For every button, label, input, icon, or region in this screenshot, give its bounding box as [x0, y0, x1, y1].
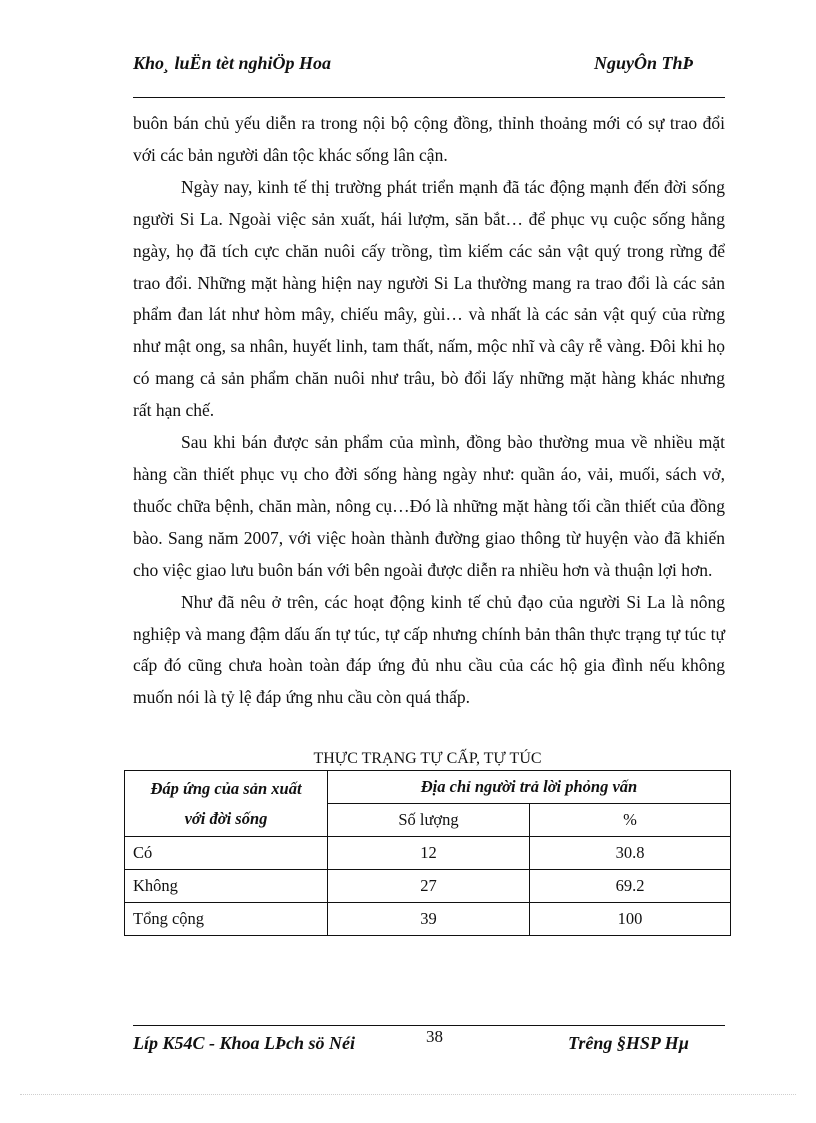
row-percent: 69.2: [530, 870, 731, 903]
paragraph: Sau khi bán được sản phẩm của mình, đồng bào thường mua về nhiều mặt hàng cần thiết phục vụ cho đời sống hàng ngày như: quần áo, vải, muối, sách vở, thuốc chữa bệnh, chăn màn, nông cụ…Đó là những mặt hàng tối cần thiết của đồng bào. Sang năm 2007, với việc hoàn thành đường giao thông từ huyện vào đã khiến cho việc giao lưu buôn bán với bên ngoài được diễn ra nhiều hơn và thuận lợi hơn.: [133, 432, 725, 580]
header-line: với đời sống: [184, 808, 268, 828]
header-document-title: Kho¸ luËn tèt nghiÖp Hoa: [133, 53, 332, 73]
row-label: Có: [125, 837, 328, 870]
header-author: NguyÔn ThÞ: [594, 53, 694, 73]
row-percent: 30.8: [530, 837, 731, 870]
paragraph: buôn bán chủ yếu diễn ra trong nội bộ cộng đồng, thỉnh thoảng mới có sự trao đổi với các bản người dân tộc khác sống lân cận.: [133, 113, 725, 165]
table-row: [125, 903, 731, 936]
table-header-count: Số lượng: [328, 804, 530, 837]
table-header-percent: %: [530, 804, 731, 837]
header-rule: [133, 97, 725, 98]
footer-rule: [133, 1025, 725, 1026]
page-number: 38: [426, 1027, 443, 1046]
row-count: 27: [328, 870, 530, 903]
row-label: Không: [125, 870, 328, 903]
table-header-group: Địa chỉ người trả lời phỏng vấn: [328, 771, 731, 804]
header-line: Đáp ứng của sản xuất: [150, 778, 302, 798]
row-count: 39: [328, 903, 530, 936]
table-title: THỰC TRẠNG TỰ CẤP, TỰ TÚC: [313, 750, 542, 767]
body-text: [133, 108, 725, 714]
self-sufficiency-table: [124, 770, 731, 936]
paragraph: Như đã nêu ở trên, các hoạt động kinh tế chủ đạo của người Si La là nông nghiệp và mang đậm dấu ấn tự túc, tự cấp nhưng chính bản thân thực trạng tự túc tự cấp đó cũng chưa hoàn toàn đáp ứng đủ nhu cầu của các hộ gia đình nếu không muốn nói là tỷ lệ đáp ứng nhu cầu còn quá thấp.: [133, 591, 725, 708]
row-count: 12: [328, 837, 530, 870]
page-edge-divider: [20, 1094, 796, 1095]
table-row: [125, 837, 731, 870]
row-label: Tổng cộng: [125, 903, 328, 936]
footer-school: Trêng §HSP Hµ: [568, 1033, 690, 1053]
paragraph: Ngày nay, kinh tế thị trường phát triển mạnh đã tác động mạnh đến đời sống người Si La. Ngoài việc sản xuất, hái lượm, săn bắt… để phục vụ cuộc sống hằng ngày, họ đã tích cực chăn nuôi cấy trồng, tìm kiếm các sản vật quý trong rừng để trao đổi. Những mặt hàng hiện nay người Si La thường mang ra trao đổi là các sản phẩm đan lát như hòm mây, chiếu mây, gùi… và nhất là các sản vật quý của rừng như mật ong, sa nhân, huyết linh, tam thất, nấm, mộc nhĩ và cây rễ vàng. Đôi khi họ có mang cả sản phẩm chăn nuôi như trâu, bò đổi lấy những mặt hàng khác nhưng rất hạn chế.: [133, 176, 725, 421]
table-row: [125, 870, 731, 903]
footer-class-info: Líp K54C - Khoa LÞch sö Néi: [133, 1033, 356, 1053]
table-header-response: [125, 771, 328, 837]
row-percent: 100: [530, 903, 731, 936]
